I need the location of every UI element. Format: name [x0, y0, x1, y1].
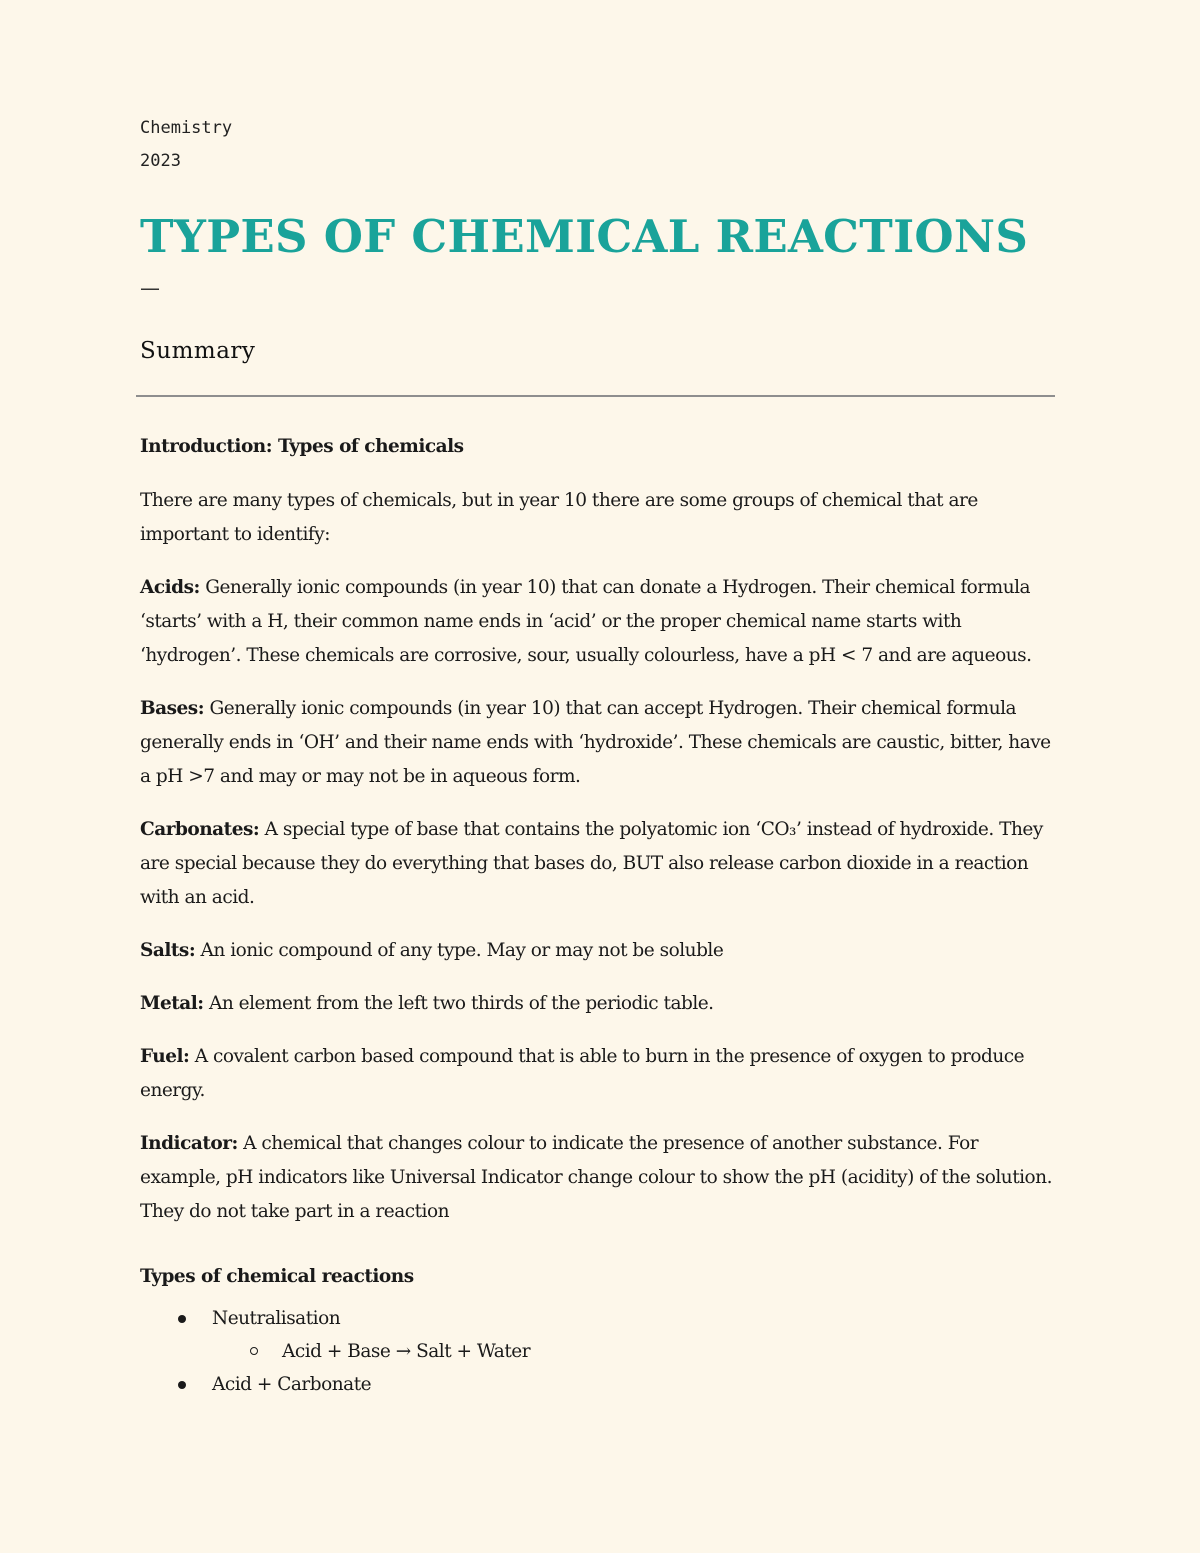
subject-label: Chemistry — [140, 118, 233, 138]
spacer — [140, 1248, 1055, 1260]
definition-acids — [140, 571, 1055, 673]
definition-text: A chemical that changes colour to indicate the presence of another substance. For example, pH indicators like Universal Indicator change colour to show the pH (acidity) of the solution. They do not take part in a reaction — [140, 1133, 1052, 1222]
hollow-bullet-icon — [250, 1347, 258, 1355]
reactions-heading: Types of chemical reactions — [140, 1266, 414, 1287]
intro-paragraph: There are many types of chemicals, but in year 10 there are some groups of chemical that are important to identify: — [140, 490, 978, 545]
reaction-types-list — [140, 1302, 1055, 1401]
definition-metal — [140, 987, 1055, 1021]
intro-heading: Introduction: Types of chemicals — [140, 436, 464, 457]
definition-text: Generally ionic compounds (in year 10) that can accept Hydrogen. Their chemical formula generally ends in ‘OH’ and their name ends with ‘hydroxide’. These chemicals are caustic, bitter, have a pH >7 and may or may not be in aqueous form. — [140, 698, 1051, 787]
bullet-icon — [178, 1381, 186, 1389]
list-item — [140, 1302, 1055, 1368]
definition-text: An ionic compound of any type. May or may not be soluble — [195, 940, 724, 961]
page-title: TYPES OF CHEMICAL REACTIONS — [140, 210, 1029, 263]
bullet-icon — [178, 1315, 186, 1323]
definition-text: A special type of base that contains the polyatomic ion ‘CO₃’ instead of hydroxide. They are special because they do everything that bases do, BUT also release carbon dioxide in a reaction with an acid. — [140, 819, 1043, 908]
list-item-label: Neutralisation — [212, 1308, 341, 1329]
definition-term: Indicator: — [140, 1133, 238, 1154]
definition-carbonates — [140, 813, 1055, 915]
definition-text: A covalent carbon based compound that is able to burn in the presence of oxygen to produce energy. — [140, 1046, 1025, 1101]
document-body — [140, 430, 1055, 1401]
definition-text: Generally ionic compounds (in year 10) that can donate a Hydrogen. Their chemical formula ‘starts’ with a H, their common name ends in ‘acid’ or the proper chemical name starts with ‘hydrogen’. These chemicals are corrosive, sour, usually colourless, have a pH < 7 and are aqueous. — [140, 577, 1032, 666]
definition-term: Bases: — [140, 698, 205, 719]
sub-list — [212, 1335, 1055, 1368]
list-item — [140, 1368, 1055, 1401]
section-heading-summary: Summary — [140, 338, 256, 364]
definition-fuel — [140, 1040, 1055, 1108]
definition-term: Metal: — [140, 993, 204, 1014]
definition-salts — [140, 934, 1055, 968]
definition-term: Acids: — [140, 577, 200, 598]
horizontal-divider — [136, 395, 1055, 397]
definition-indicator — [140, 1127, 1055, 1229]
definition-term: Fuel: — [140, 1046, 190, 1067]
year-label: 2023 — [140, 151, 181, 171]
list-item-label: Acid + Carbonate — [212, 1374, 372, 1395]
definition-text: An element from the left two thirds of the periodic table. — [203, 993, 714, 1014]
sub-list-item — [212, 1335, 1055, 1368]
definition-term: Carbonates: — [140, 819, 260, 840]
title-dash: — — [140, 276, 160, 300]
definition-bases — [140, 692, 1055, 794]
sub-list-item-label: Acid + Base → Salt + Water — [282, 1341, 531, 1362]
definition-term: Salts: — [140, 940, 196, 961]
